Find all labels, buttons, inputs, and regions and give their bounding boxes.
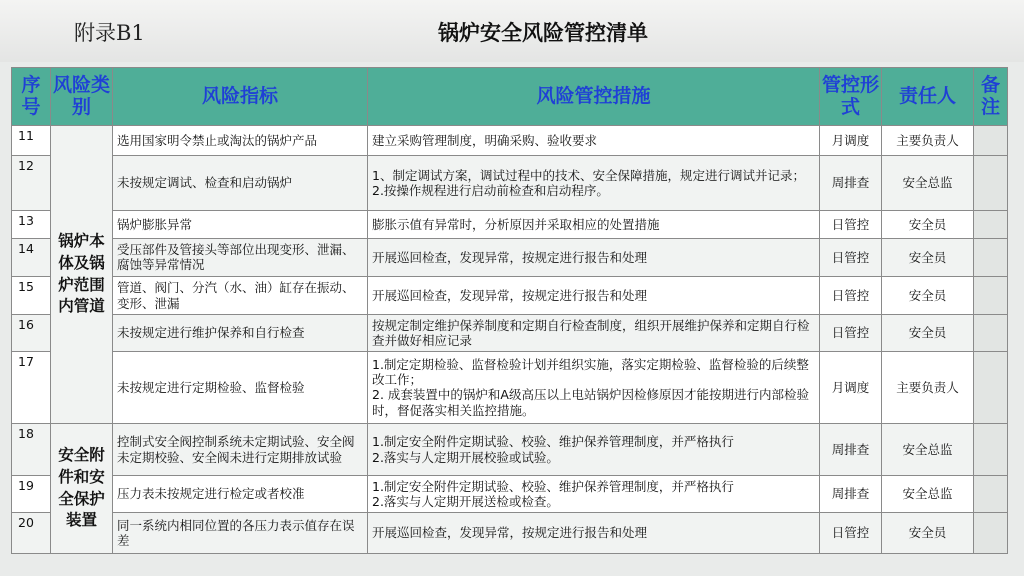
row-no: 13: [12, 210, 51, 238]
row-form: 月调度: [820, 351, 882, 424]
row-indicator: 受压部件及管接头等部位出现变形、泄漏、腐蚀等异常情况: [113, 238, 368, 276]
row-form: 日管控: [820, 238, 882, 276]
row-indicator: 管道、阀门、分汽（水、油）缸存在振动、变形、泄漏: [113, 277, 368, 315]
row-measures: 1.制定定期检验、监督检验计划并组织实施，落实定期检验、监督检验的后续整改工作； 2. 成套装置中的锅炉和A级高压以上电站锅炉因检修原因才能按期进行内部检验时，督促落实相关监控措施。: [368, 351, 820, 424]
row-form: 周排查: [820, 156, 882, 210]
header-measures: 风险管控措施: [368, 68, 820, 126]
row-form: 日管控: [820, 315, 882, 351]
header-indicator: 风险指标: [113, 68, 368, 126]
row-remark: [974, 351, 1008, 424]
row-indicator: 锅炉膨胀异常: [113, 210, 368, 238]
row-remark: [974, 156, 1008, 210]
row-measures: 开展巡回检查，发现异常，按规定进行报告和处理: [368, 277, 820, 315]
row-indicator: 未按规定调试、检查和启动锅炉: [113, 156, 368, 210]
row-no: 19: [12, 476, 51, 512]
table-row: [12, 156, 1008, 210]
appendix-label: 附录B1: [74, 21, 145, 45]
row-no: 17: [12, 351, 51, 424]
row-indicator: 选用国家明令禁止或淘汰的锅炉产品: [113, 126, 368, 156]
title-bar: [0, 0, 1024, 62]
row-responsible: 安全员: [882, 277, 974, 315]
row-form: 日管控: [820, 277, 882, 315]
row-responsible: 安全员: [882, 512, 974, 553]
table-row: [12, 238, 1008, 276]
row-responsible: 安全总监: [882, 424, 974, 476]
row-remark: [974, 424, 1008, 476]
row-measures: 按规定制定维护保养制度和定期自行检查制度，组织开展维护保养和定期自行检查并做好相应记录: [368, 315, 820, 351]
table-row: [12, 476, 1008, 512]
table-row: [12, 277, 1008, 315]
row-measures: 1.制定安全附件定期试验、校验、维护保养管理制度，并严格执行 2.落实与人定期开展送检或检查。: [368, 476, 820, 512]
table-row: [12, 315, 1008, 351]
row-remark: [974, 277, 1008, 315]
risk-table-container: [11, 67, 1007, 554]
row-no: 18: [12, 424, 51, 476]
table-row: [12, 424, 1008, 476]
row-remark: [974, 476, 1008, 512]
header-responsible: 责任人: [882, 68, 974, 126]
row-remark: [974, 238, 1008, 276]
row-remark: [974, 126, 1008, 156]
category-safety-devices: 安全附件和安全保护装置: [51, 424, 113, 554]
row-no: 14: [12, 238, 51, 276]
table-row: [12, 126, 1008, 156]
row-indicator: 未按规定进行定期检验、监督检验: [113, 351, 368, 424]
header-no: 序号: [12, 68, 51, 126]
row-measures: 建立采购管理制度，明确采购、验收要求: [368, 126, 820, 156]
row-indicator: 控制式安全阀控制系统未定期试验、安全阀未定期校验、安全阀未进行定期排放试验: [113, 424, 368, 476]
row-responsible: 安全员: [882, 210, 974, 238]
row-remark: [974, 210, 1008, 238]
row-form: 日管控: [820, 210, 882, 238]
table-header-row: [12, 68, 1008, 126]
row-form: 周排查: [820, 424, 882, 476]
page-title: 锅炉安全风险管控清单: [438, 21, 648, 45]
row-measures: 1、制定调试方案，调试过程中的技术、安全保障措施，规定进行调试并记录； 2.按操作规程进行启动前检查和启动程序。: [368, 156, 820, 210]
row-measures: 开展巡回检查，发现异常，按规定进行报告和处理: [368, 238, 820, 276]
row-measures: 1.制定安全附件定期试验、校验、维护保养管理制度，并严格执行 2.落实与人定期开展校验或试验。: [368, 424, 820, 476]
row-no: 12: [12, 156, 51, 210]
row-responsible: 安全员: [882, 315, 974, 351]
row-responsible: 安全总监: [882, 476, 974, 512]
category-boiler-body: 锅炉本体及锅炉范围内管道: [51, 126, 113, 424]
row-responsible: 主要负责人: [882, 126, 974, 156]
row-responsible: 安全总监: [882, 156, 974, 210]
row-remark: [974, 512, 1008, 553]
row-no: 20: [12, 512, 51, 553]
row-no: 16: [12, 315, 51, 351]
row-form: 日管控: [820, 512, 882, 553]
row-indicator: 未按规定进行维护保养和自行检查: [113, 315, 368, 351]
row-indicator: 同一系统内相同位置的各压力表示值存在误差: [113, 512, 368, 553]
row-remark: [974, 315, 1008, 351]
risk-control-table: [11, 67, 1008, 554]
row-responsible: 主要负责人: [882, 351, 974, 424]
table-row: [12, 210, 1008, 238]
row-measures: 开展巡回检查，发现异常，按规定进行报告和处理: [368, 512, 820, 553]
row-form: 月调度: [820, 126, 882, 156]
row-measures: 膨胀示值有异常时，分析原因并采取相应的处置措施: [368, 210, 820, 238]
row-responsible: 安全员: [882, 238, 974, 276]
header-form: 管控形式: [820, 68, 882, 126]
header-remark: 备注: [974, 68, 1008, 126]
table-row: [12, 351, 1008, 424]
row-no: 11: [12, 126, 51, 156]
row-no: 15: [12, 277, 51, 315]
header-category: 风险类别: [51, 68, 113, 126]
row-indicator: 压力表未按规定进行检定或者校准: [113, 476, 368, 512]
row-form: 周排查: [820, 476, 882, 512]
table-row: [12, 512, 1008, 553]
